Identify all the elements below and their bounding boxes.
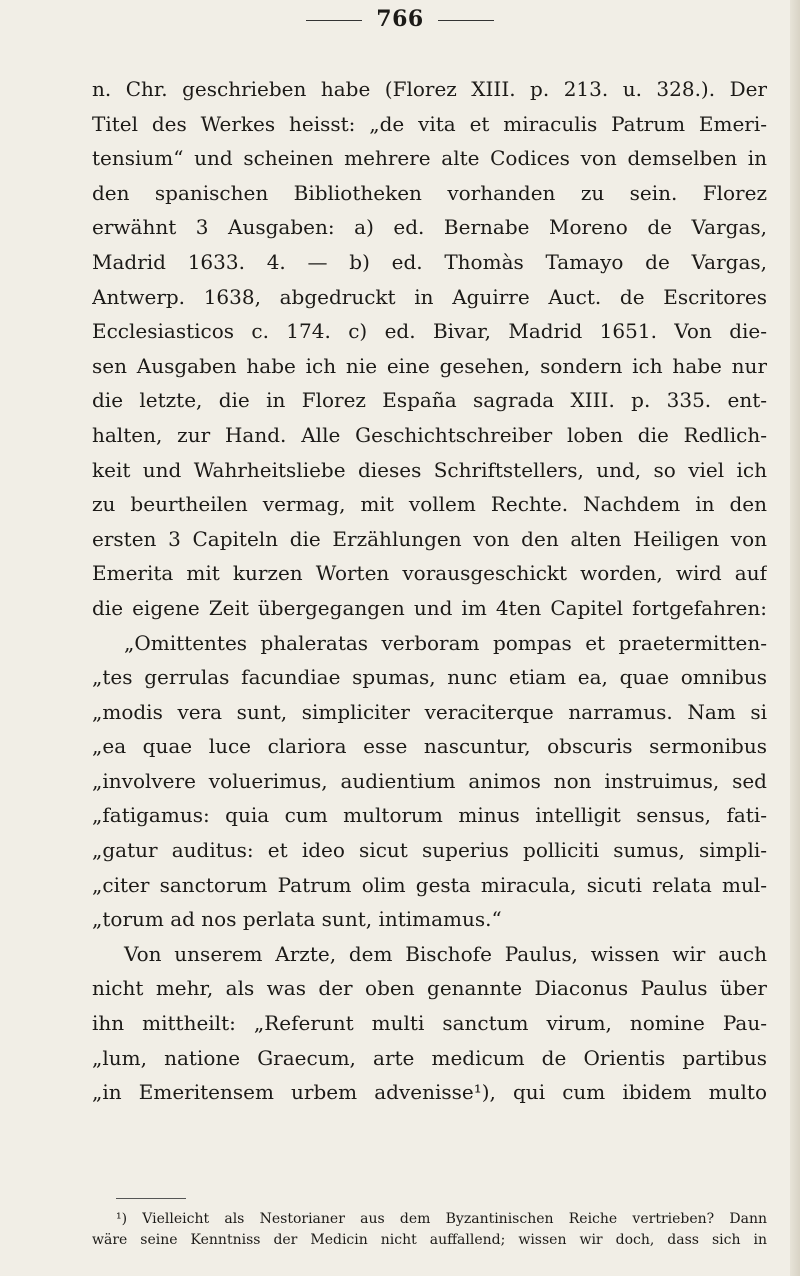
text-line: n. Chr. geschrieben habe (Florez XIII. p. 213. u. 328.). Der [92,77,767,101]
text-line: Ecclesiasticos c. 174. c) ed. Bivar, Madrid 1651. Von die- [92,319,767,344]
page-number: 766 [376,6,424,32]
text-line: halten, zur Hand. Alle Geschichtschreiber loben die Redlich- [92,422,767,447]
body-text [92,72,767,1110]
text-line: Titel des Werkes heisst: „de vita et miraculis Patrum Emeri- [92,111,767,136]
quote-line: „modis vera sunt, simpliciter veraciterque narramus. Nam si [92,699,767,724]
text-line: ersten 3 Capiteln die Erzählungen von den alten Heiligen von [92,526,767,551]
text-line: sen Ausgaben habe ich nie eine gesehen, sondern ich habe nur [92,353,767,378]
quote-line: „lum, natione Graecum, arte medicum de Orientis partibus [92,1045,767,1070]
page-edge [790,0,800,1276]
text-line: tensium“ und scheinen mehrere alte Codices von demselben in [92,146,767,171]
footnotes [92,1198,767,1251]
quote-line: „fatigamus: quia cum multorum minus intelligit sensus, fati- [92,803,767,828]
text-line: erwähnt 3 Ausgaben: a) ed. Bernabe Moreno de Vargas, [92,215,767,240]
footnote-line: ¹) Vielleicht als Nestorianer aus dem Byzantinischen Reiche vertrieben? Dann [116,1211,767,1227]
text-line: Von unserem Arzte, dem Bischofe Paulus, wissen wir auch [124,941,767,966]
quote-line: „tes gerrulas facundiae spumas, nunc etiam ea, quae omnibus [92,665,767,690]
text-line: ihn mittheilt: „Referunt multi sanctum virum, nomine Pau- [92,1011,767,1036]
text-line: die eigene Zeit übergegangen und im 4ten Capitel fortgefahren: [92,595,767,620]
text-line: keit und Wahrheitsliebe dieses Schriftstellers, und, so viel ich [92,457,767,482]
quote-line: „Omittentes phaleratas verboram pompas et praetermitten- [124,630,767,655]
quote-line: „citer sanctorum Patrum olim gesta miracula, sicuti relata mul- [92,872,767,897]
header-rule-left [306,20,362,21]
quote-line: „gatur auditus: et ideo sicut superius polliciti sumus, simpli- [92,838,767,863]
page-header [0,6,800,32]
quote-line: „ea quae luce clariora esse nascuntur, obscuris sermonibus [92,734,767,759]
quote-line: „in Emeritensem urbem advenisse¹), qui cum ibidem multo [92,1080,767,1105]
quote-line: „involvere voluerimus, audientium animos non instruimus, sed [92,768,767,793]
text-line: Madrid 1633. 4. — b) ed. Thomàs Tamayo de Vargas, [92,249,767,274]
text-line: die letzte, die in Florez España sagrada XIII. p. 335. ent- [92,388,767,413]
text-line: Antwerp. 1638, abgedruckt in Aguirre Auct. de Escritores [92,284,767,309]
text-line: den spanischen Bibliotheken vorhanden zu sein. Florez [92,180,767,205]
footnote-line: wäre seine Kenntniss der Medicin nicht auffallend; wissen wir doch, dass sich in [92,1232,767,1248]
text-line: Emerita mit kurzen Worten vorausgeschickt worden, wird auf [92,561,767,586]
quote-line: „torum ad nos perlata sunt, intimamus.“ [92,907,502,932]
footnote-rule [116,1198,186,1199]
text-line: nicht mehr, als was der oben genannte Diaconus Paulus über [92,976,767,1001]
text-line: zu beurtheilen vermag, mit vollem Rechte. Nachdem in den [92,492,767,517]
header-rule-right [438,20,494,21]
